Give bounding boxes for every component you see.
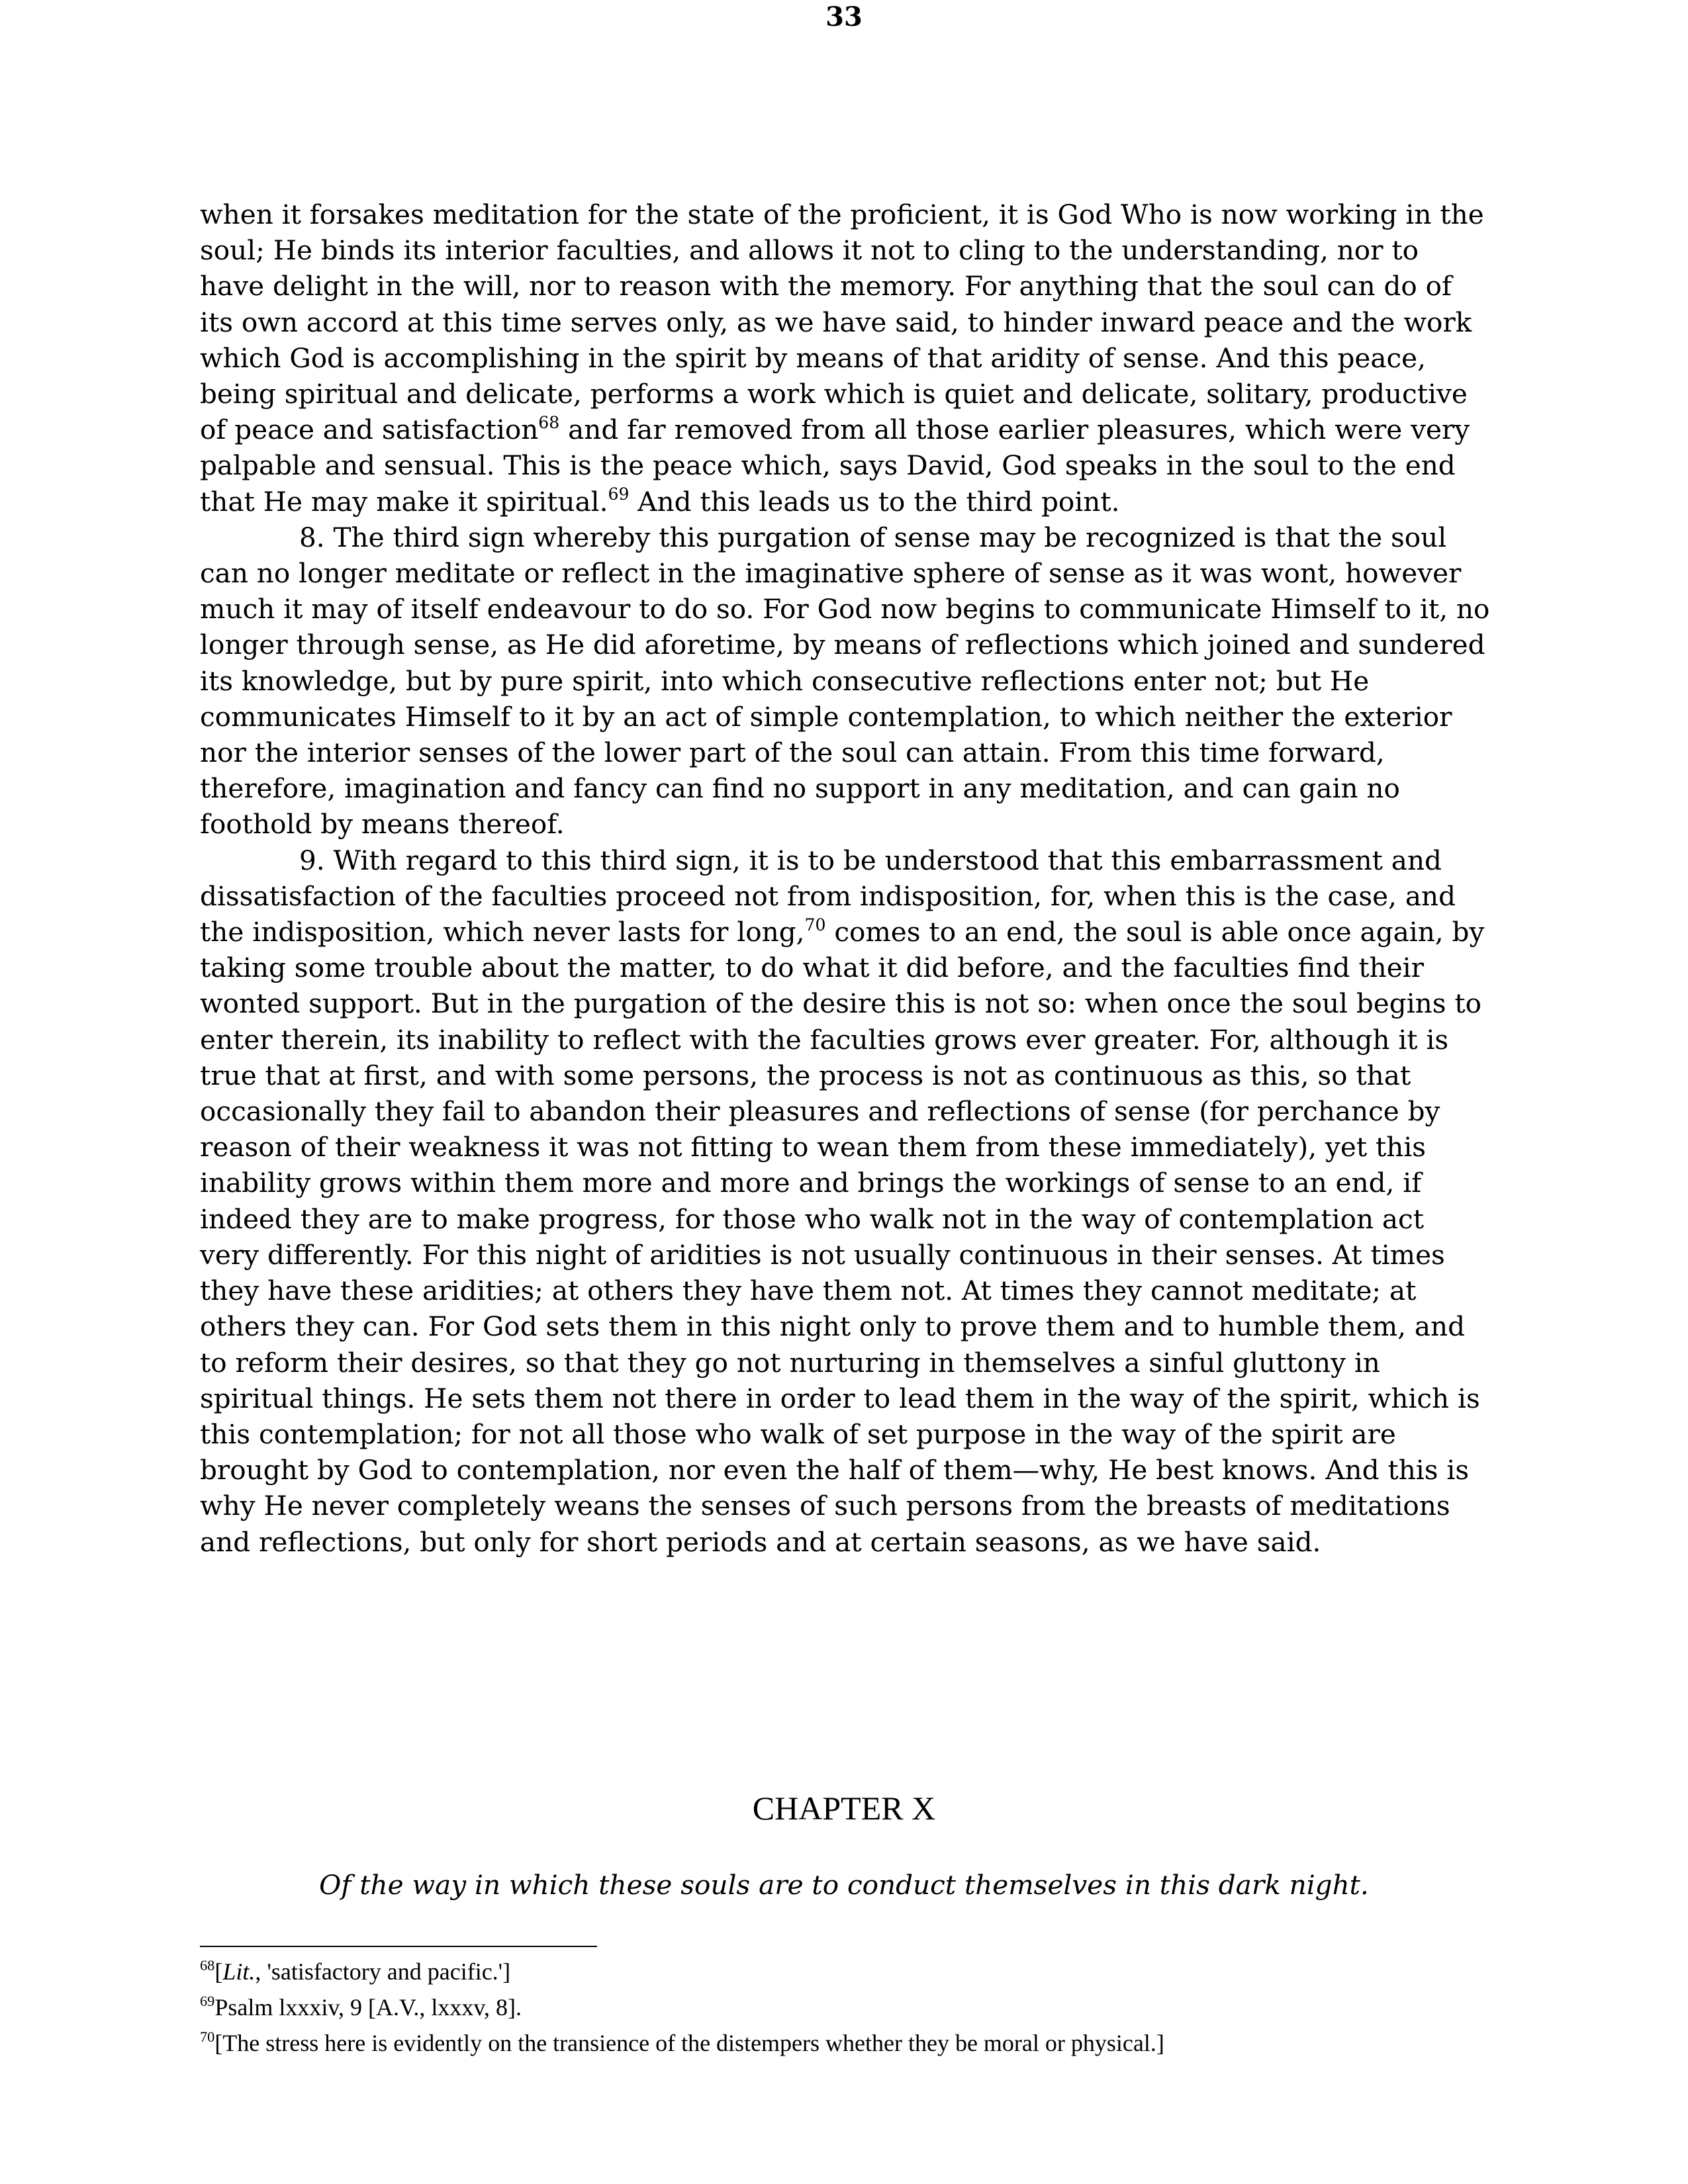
paragraph-text: and far removed from all those earlier pleasures, which were very palpable and sensual. This is the peace which, says David, God speaks in the soul to the end that He may make it spiritual. <box>200 414 1470 518</box>
footnote-emphasis: Lit. <box>222 1958 256 1985</box>
footnote-number: 68 <box>200 1956 215 1974</box>
body-text <box>200 197 1491 1560</box>
footnote-ref-69[interactable]: 69 <box>608 484 630 504</box>
footnotes <box>200 1954 1491 2061</box>
footnote-69 <box>200 1989 1491 2025</box>
page-number: 33 <box>825 1 863 32</box>
paragraph-8: 8. The third sign whereby this purgation of sense may be recognized is that the soul can no longer meditate or reflect in the imaginative sphere of sense as it was wont, however much it may of itself endeavour to do so. For God now begins to communicate Himself to it, no longer through sense, as He did aforetime, by means of reflections which joined and sundered its knowledge, but by pure spirit, into which consecutive reflections enter not; but He communicates Himself to it by an act of simple contemplation, to which neither the exterior nor the interior senses of the lower part of the soul can attain. From this time forward, therefore, imagination and fancy can find no support in any meditation, and can gain no foothold by means thereof. <box>200 521 1490 841</box>
paragraph-text: 9. With regard to this third sign, it is to be understood that this embarrassment and dissatisfaction of the faculties proceed not from indisposition, for, when this is the case, and the indisposition, which never lasts for long, <box>200 844 1456 948</box>
footnote-text: , 'satisfactory and pacific.'] <box>255 1958 511 1985</box>
footnote-divider <box>200 1946 597 1947</box>
paragraph-9 <box>200 842 1491 1560</box>
chapter-heading: CHAPTER X <box>752 1790 936 1827</box>
chapter-subtitle: Of the way in which these souls are to conduct themselves in this dark night. <box>319 1869 1369 1901</box>
footnote-70 <box>200 2025 1491 2061</box>
footnote-ref-68[interactable]: 68 <box>538 412 560 432</box>
footnote-ref-70[interactable]: 70 <box>804 915 826 934</box>
paragraph-text: comes to an end, the soul is able once again, by taking some trouble about the matter, to do what it did before, and the faculties find their wonted support. But in the purgation of the desire this is not so: when once the soul begins to enter therein, its inability to reflect with the faculties grows ever greater. For, although it is true that at first, and with some persons, the process is not as continuous as this, so that occasionally they fail to abandon their pleasures and reflections of sense (for perchance by reason of their weakness it was not fitting to wean them from these immediately), yet this inability grows within them more and more and brings the workings of sense to an end, if indeed they are to make progress, for those who walk not in the way of contemplation act very differently. For this night of aridities is not usually continuous in their senses. At times they have these aridities; at others they have them not. At times they cannot meditate; at others they can. For God sets them in this night only to prove them and to humble them, and to reform their desires, so that they go not nurturing in themselves a sinful gluttony in spiritual things. He sets them not there in order to lead them in the way of the spirit, which is this contemplation; for not all those who walk of set purpose in the way of the spirit are brought by God to contemplation, nor even the half of them—why, He best knows. And this is why He never completely weans the senses of such persons from the breasts of meditations and reflections, but only for short periods and at certain seasons, as we have said. <box>200 916 1485 1558</box>
paragraph-text: And this leads us to the third point. <box>629 485 1120 518</box>
footnote-number: 70 <box>200 2028 215 2045</box>
paragraph-text: when it forsakes meditation for the state of the proficient, it is God Who is now working in the soul; He binds its interior faculties, and allows it not to cling to the understanding, nor to have delight in the will, nor to reason with the memory. For anything that the soul can do of its own accord at this time serves only, as we have said, to hinder inward peace and the work which God is accomplishing in the spirit by means of that aridity of sense. And this peace, being spiritual and delicate, performs a work which is quiet and delicate, solitary, productive of peace and satisfaction <box>200 199 1484 446</box>
footnote-text: Psalm lxxxiv, 9 [A.V., lxxxv, 8]. <box>214 1994 522 2021</box>
footnote-68: $^{68}$[Lit., 'satisfactory and pacific.'] <box>200 1956 511 1985</box>
paragraph-continued <box>200 197 1491 520</box>
footnote-number: 69 <box>200 1992 215 2009</box>
footnote-text: [The stress here is evidently on the transience of the distempers whether they be moral or physical.] <box>214 2030 1164 2056</box>
